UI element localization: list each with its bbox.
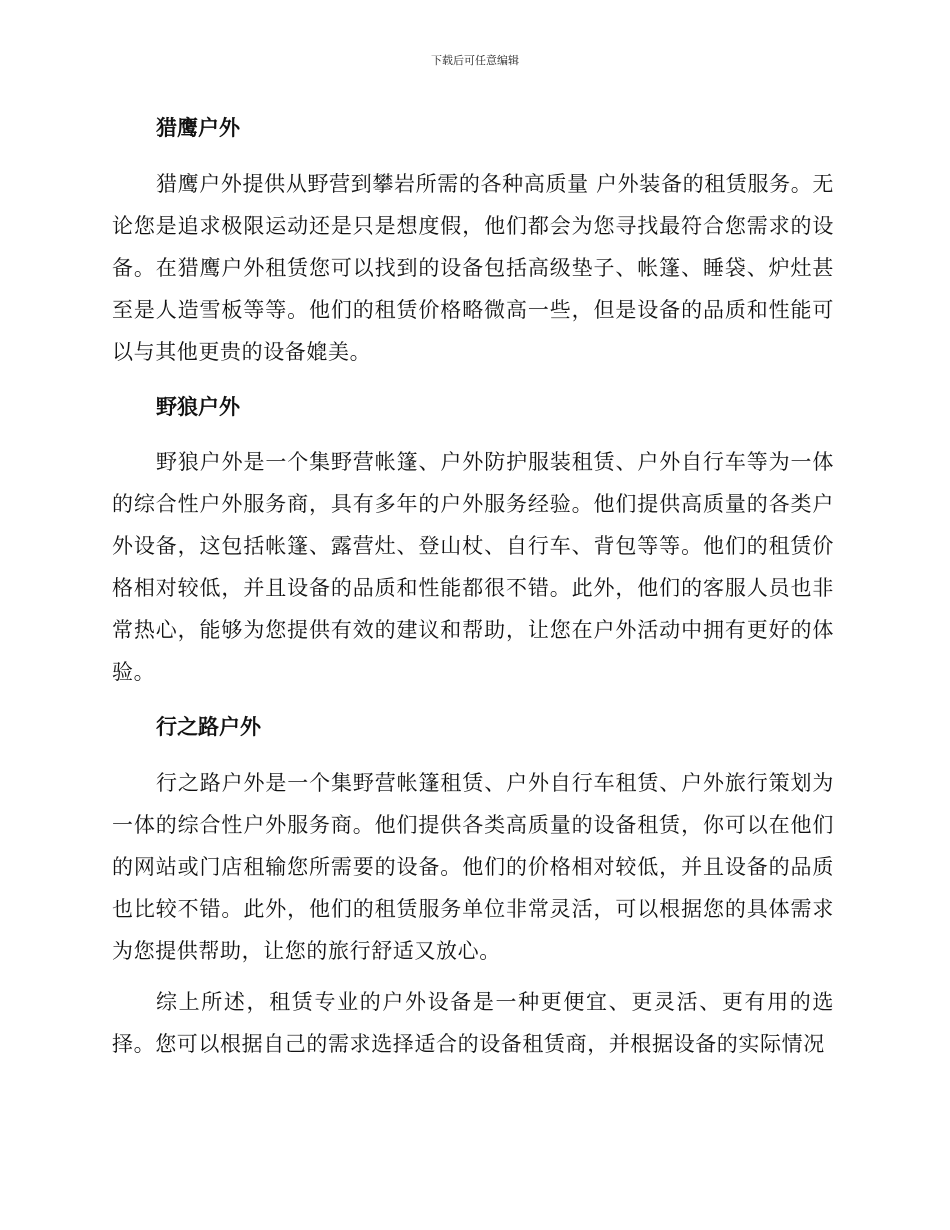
section-heading-xingzhilu: 行之路户外 (156, 714, 261, 739)
page-header: 下载后可任意编辑 (431, 54, 519, 67)
section-paragraph-wolf: 野狼户外是一个集野营帐篷、户外防护服装租赁、户外自行车等为一体的综合性户外服务商，具有多年的户外服务经验。他们提供高质量的各类户外设备，这包括帐篷、露营灶、登山杖、自行车、背包等等。他们的租赁价格相对较低，并且设备的品质和性能都很不错。此外，他们的客服人员也非常热心，能够为您提供有效的建议和帮助，让您在户外活动中拥有更好的体验。 (112, 450, 834, 684)
section-heading-falcon: 猎鹰户外 (156, 115, 240, 140)
conclusion-paragraph: 综上所述，租赁专业的户外设备是一种更便宜、更灵活、更有用的选择。您可以根据自己的需求选择适合的设备租赁商，并根据设备的实际情况 (112, 990, 834, 1056)
section-paragraph-xingzhilu: 行之路户外是一个集野营帐篷租赁、户外自行车租赁、户外旅行策划为一体的综合性户外服务商。他们提供各类高质量的设备租赁，你可以在他们的网站或门店租输您所需要的设备。他们的价格相对较低，并且设备的品质也比较不错。此外，他们的租赁服务单位非常灵活，可以根据您的具体需求为您提供帮助，让您的旅行舒适又放心。 (112, 771, 834, 963)
section-paragraph-falcon: 猎鹰户外提供从野营到攀岩所需的各种高质量 户外装备的租赁服务。无论您是追求极限运动还是只是想度假，他们都会为您寻找最符合您需求的设备。在猎鹰户外租赁您可以找到的设备包括高级垫子、帐篷、睡袋、炉灶甚至是人造雪板等等。他们的租赁价格略微高一些，但是设备的品质和性能可以与其他更贵的设备媲美。 (112, 172, 834, 364)
document-body (112, 108, 834, 1065)
section-heading-wolf: 野狼户外 (156, 394, 240, 419)
